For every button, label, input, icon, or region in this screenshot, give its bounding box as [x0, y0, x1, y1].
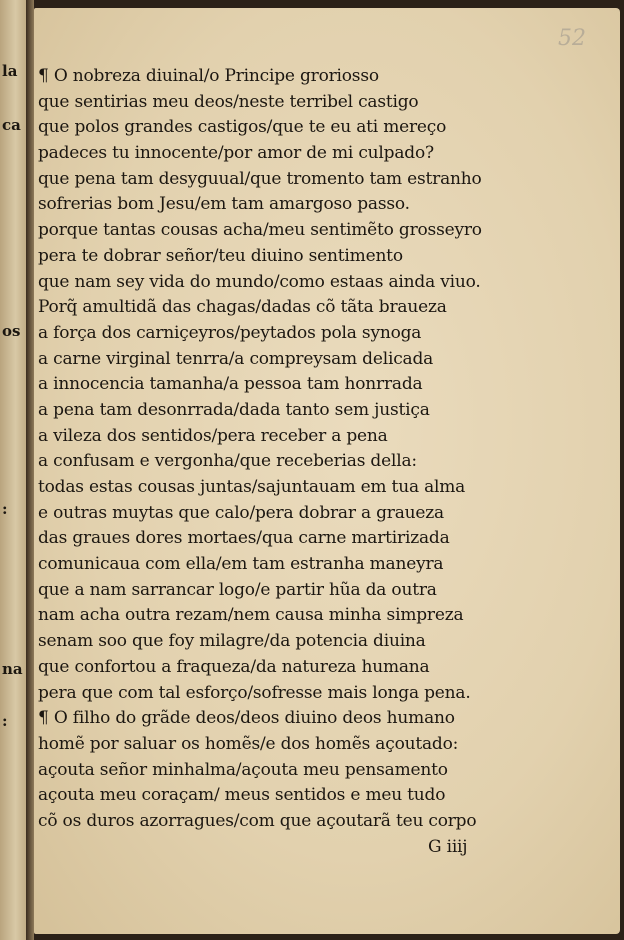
- text-line: a innocencia tamanha/a pessoa tam honrrada: [38, 374, 423, 395]
- text-line: nam acha outra rezam/nem causa minha simpreza: [38, 605, 464, 626]
- text-line: homẽ por saluar os homẽs/e dos homẽs açoutado:: [38, 733, 459, 754]
- text-line: comunicaua com ella/em tam estranha maneyra: [38, 554, 444, 575]
- text-line: padeces tu innocente/por amor de mi culpado?: [38, 143, 434, 164]
- text-line: que confortou a fraqueza/da natureza humana: [38, 656, 430, 677]
- text-line: que sentirias meu deos/neste terribel castigo: [38, 91, 419, 112]
- text-line: a carne virginal tenrra/a compreysam delicada: [38, 348, 434, 369]
- text-line: a pena tam desonrrada/dada tanto sem justiça: [38, 399, 430, 420]
- book-gutter: [26, 0, 34, 940]
- margin-fragment: la: [2, 62, 18, 80]
- text-line: das graues dores mortaes/qua carne martirizada: [38, 528, 450, 549]
- text-line: Porq̃ amultidã das chagas/dadas cõ tãta braueza: [38, 297, 447, 318]
- text-line: sofrerias bom Jesu/em tam amargoso passo.: [38, 194, 410, 215]
- margin-fragment: os: [2, 322, 21, 340]
- folio-number: 52: [558, 26, 586, 51]
- text-line: açouta meu coraçam/ meus sentidos e meu tudo: [38, 785, 446, 806]
- margin-fragment: ca: [2, 116, 21, 134]
- text-line: a força dos carniçeyros/peytados pola synoga: [38, 322, 422, 343]
- text-line: a vileza dos sentidos/pera receber a pena: [38, 425, 388, 446]
- margin-fragment: :: [2, 712, 8, 730]
- text-line: a confusam e vergonha/que receberias della:: [38, 451, 417, 472]
- text-line: pera que com tal esforço/sofresse mais longa pena.: [38, 682, 471, 703]
- book-page: [34, 8, 620, 934]
- page-text: [38, 64, 598, 860]
- text-line: pera te dobrar señor/teu diuino sentimento: [38, 245, 403, 266]
- text-line: cõ os duros azorragues/com que açoutarã teu corpo: [38, 810, 477, 831]
- text-line: que nam sey vida do mundo/como estaas ainda viuo.: [38, 271, 481, 292]
- text-line: senam soo que foy milagre/da potencia diuina: [38, 631, 426, 652]
- text-line: todas estas cousas juntas/sajuntauam em tua alma: [38, 477, 466, 497]
- text-line: que pena tam desyguual/que tromento tam estranho: [38, 168, 482, 189]
- previous-page-edge: [0, 0, 27, 940]
- margin-fragment: :: [2, 500, 8, 518]
- margin-fragment: na: [2, 660, 23, 678]
- text-line: que a nam sarrancar logo/e partir hũa da outra: [38, 579, 437, 600]
- text-line: que polos grandes castigos/que te eu ati mereço: [38, 117, 447, 138]
- text-line: ¶ O nobreza diuinal/o Principe groriosso: [38, 66, 379, 86]
- text-line: porque tantas cousas acha/meu sentimẽto grosseyro: [38, 220, 482, 241]
- text-line: ¶ O filho do grãde deos/deos diuino deos humano: [38, 708, 455, 729]
- text-line: açouta señor minhalma/açouta meu pensamento: [38, 759, 448, 780]
- signature-mark: G iiij: [428, 836, 468, 857]
- text-line: e outras muytas que calo/pera dobrar a graueza: [38, 502, 444, 523]
